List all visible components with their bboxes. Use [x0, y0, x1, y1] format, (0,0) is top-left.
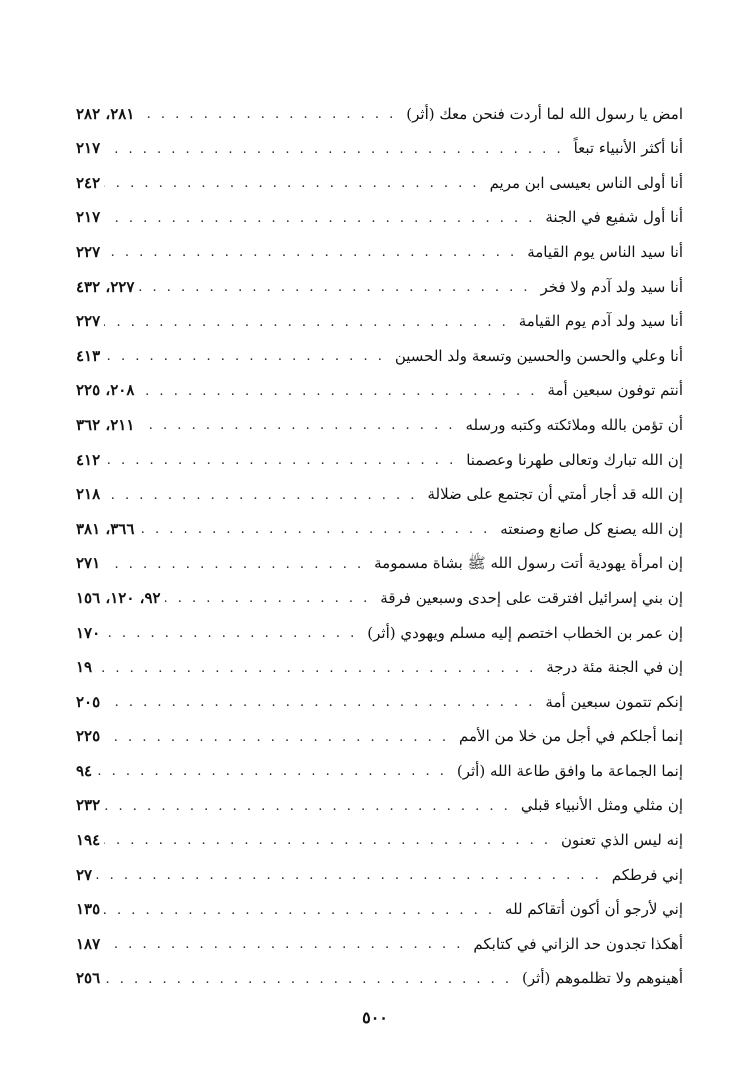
- index-entry: [76, 849, 683, 884]
- index-entry: [76, 399, 683, 434]
- entry-text: أنتم توفون سبعين أمة: [547, 381, 683, 400]
- entry-text: إن الله يصنع كل صانع وصنعته: [500, 519, 683, 538]
- index-entry: [76, 469, 683, 504]
- dot-leader: [104, 903, 495, 919]
- index-entry: [76, 192, 683, 227]
- page-number: ٥٠٠: [362, 1008, 388, 1027]
- entry-text: أنا أولى الناس بعيسى ابن مريم: [489, 173, 683, 192]
- index-entry: [76, 538, 683, 573]
- index-entry: [76, 953, 683, 988]
- entry-text: أهكذا تجدون حد الزاني في كتابكم: [473, 934, 683, 953]
- dot-leader: [165, 591, 371, 607]
- index-entry: [76, 123, 683, 158]
- dot-leader: [104, 937, 463, 953]
- index-entry: [76, 503, 683, 538]
- index-entry: [76, 330, 683, 365]
- dot-leader: [104, 349, 385, 365]
- entry-page-numbers: ٢٠٨، ٢٢٥: [76, 381, 135, 400]
- dot-leader: [104, 142, 563, 158]
- entry-text: أنا وعلي والحسن والحسين وتسعة ولد الحسين: [394, 346, 683, 365]
- entry-page-numbers: ٢١٨: [76, 485, 101, 504]
- entry-text: أن تؤمن بالله وملائكته وكتبه ورسله: [465, 415, 683, 434]
- entry-text: إن امرأة يهودية أتت رسول الله ﷺ بشاة مسمومة: [374, 554, 683, 573]
- dot-leader: [138, 522, 490, 538]
- entry-page-numbers: ١٩: [76, 658, 93, 677]
- dot-leader: [104, 695, 535, 711]
- index-entry: [76, 780, 683, 815]
- dot-leader: [104, 176, 479, 192]
- entry-text: إن مثلي ومثل الأنبياء قبلي: [520, 796, 683, 815]
- index-entry: [76, 572, 683, 607]
- dot-leader: [104, 799, 511, 815]
- entry-page-numbers: ٢٠٥: [76, 692, 101, 711]
- entry-text: إنه ليس الذي تعنون: [561, 831, 683, 850]
- entry-page-numbers: ٢١٧: [76, 208, 101, 227]
- entry-text: أنا سيد الناس يوم القيامة: [527, 242, 683, 261]
- entry-page-numbers: ٢٣٢: [76, 796, 101, 815]
- index-entry: [76, 745, 683, 780]
- dot-leader: [104, 972, 512, 988]
- dot-leader: [104, 315, 509, 331]
- index-entry: [76, 226, 683, 261]
- entry-page-numbers: ٢٢٧: [76, 242, 101, 261]
- entry-page-numbers: ٢٤٢: [76, 173, 101, 192]
- dot-leader: [138, 418, 455, 434]
- entry-page-numbers: ٢٢٥: [76, 727, 101, 746]
- entry-text: إنما أجلكم في أجل من خلا من الأمم: [459, 727, 683, 746]
- dot-leader: [104, 453, 456, 469]
- entry-page-numbers: ٢١٧: [76, 139, 101, 158]
- index-entry: [76, 884, 683, 919]
- dot-leader: [96, 868, 602, 884]
- entry-text: إن الله تبارك وتعالى طهرنا وعصمنا: [466, 450, 683, 469]
- entry-text: إن الله قد أجار أمتي أن تجتمع على ضلالة: [427, 485, 683, 504]
- entry-page-numbers: ١٧٠: [76, 623, 101, 642]
- index-list: [76, 88, 683, 987]
- entry-text: إن في الجنة مئة درجة: [546, 658, 683, 677]
- entry-text: امض يا رسول الله لما أردت فنحن معك (أثر): [406, 104, 683, 123]
- entry-page-numbers: ١٩٤: [76, 831, 101, 850]
- entry-page-numbers: ٢٨١، ٢٨٢: [76, 104, 135, 123]
- entry-page-numbers: ٢٧١: [76, 554, 101, 573]
- entry-page-numbers: ٩٤: [76, 761, 93, 780]
- entry-page-numbers: ٤١٢: [76, 450, 101, 469]
- index-entry: [76, 261, 683, 296]
- entry-page-numbers: ٢٥٦: [76, 969, 101, 988]
- dot-leader: [138, 280, 530, 296]
- entry-page-numbers: ٢٧: [76, 865, 93, 884]
- dot-leader: [104, 557, 364, 573]
- dot-leader: [104, 488, 417, 504]
- entry-page-numbers: ٢٢٧، ٤٣٢: [76, 277, 135, 296]
- dot-leader: [104, 211, 535, 227]
- entry-page-numbers: ٩٢، ١٢٠، ١٥٦: [76, 588, 161, 607]
- dot-leader: [138, 107, 396, 123]
- dot-leader: [104, 626, 357, 642]
- dot-leader: [96, 661, 536, 677]
- index-entry: [76, 296, 683, 331]
- entry-text: إنما الجماعة ما وافق طاعة الله (أثر): [456, 761, 683, 780]
- index-entry: [76, 157, 683, 192]
- index-entry: [76, 88, 683, 123]
- dot-leader: [104, 730, 449, 746]
- dot-leader: [104, 833, 551, 849]
- index-entry: [76, 676, 683, 711]
- dot-leader: [138, 384, 537, 400]
- entry-text: إن بني إسرائيل افترقت على إحدى وسبعين فرقة: [380, 588, 683, 607]
- index-entry: [76, 434, 683, 469]
- index-entry: [76, 814, 683, 849]
- entry-page-numbers: ٢١١، ٣٦٢: [76, 415, 135, 434]
- entry-text: أنا سيد ولد آدم ولا فخر: [540, 277, 683, 296]
- entry-text: إني فرطكم: [611, 865, 683, 884]
- dot-leader: [96, 764, 447, 780]
- entry-text: إنكم تتمون سبعين أمة: [545, 692, 683, 711]
- entry-text: إن عمر بن الخطاب اختصم إليه مسلم ويهودي (أثر): [367, 623, 683, 642]
- index-entry: [76, 711, 683, 746]
- entry-text: أنا سيد ولد آدم يوم القيامة: [518, 312, 683, 331]
- entry-page-numbers: ٤١٣: [76, 346, 101, 365]
- entry-page-numbers: ١٣٥: [76, 900, 101, 919]
- entry-page-numbers: ٢٢٧: [76, 312, 101, 331]
- entry-text: أهينوهم ولا تظلموهم (أثر): [522, 969, 683, 988]
- index-entry: [76, 642, 683, 677]
- index-entry: [76, 365, 683, 400]
- entry-text: إني لأرجو أن أكون أتقاكم لله: [505, 900, 683, 919]
- entry-page-numbers: ٣٦٦، ٣٨١: [76, 519, 135, 538]
- index-entry: [76, 918, 683, 953]
- entry-text: أنا أول شفيع في الجنة: [545, 208, 683, 227]
- entry-page-numbers: ١٨٧: [76, 934, 101, 953]
- entry-text: أنا أكثر الأنبياء تبعاً: [573, 139, 683, 158]
- index-entry: [76, 607, 683, 642]
- dot-leader: [104, 245, 517, 261]
